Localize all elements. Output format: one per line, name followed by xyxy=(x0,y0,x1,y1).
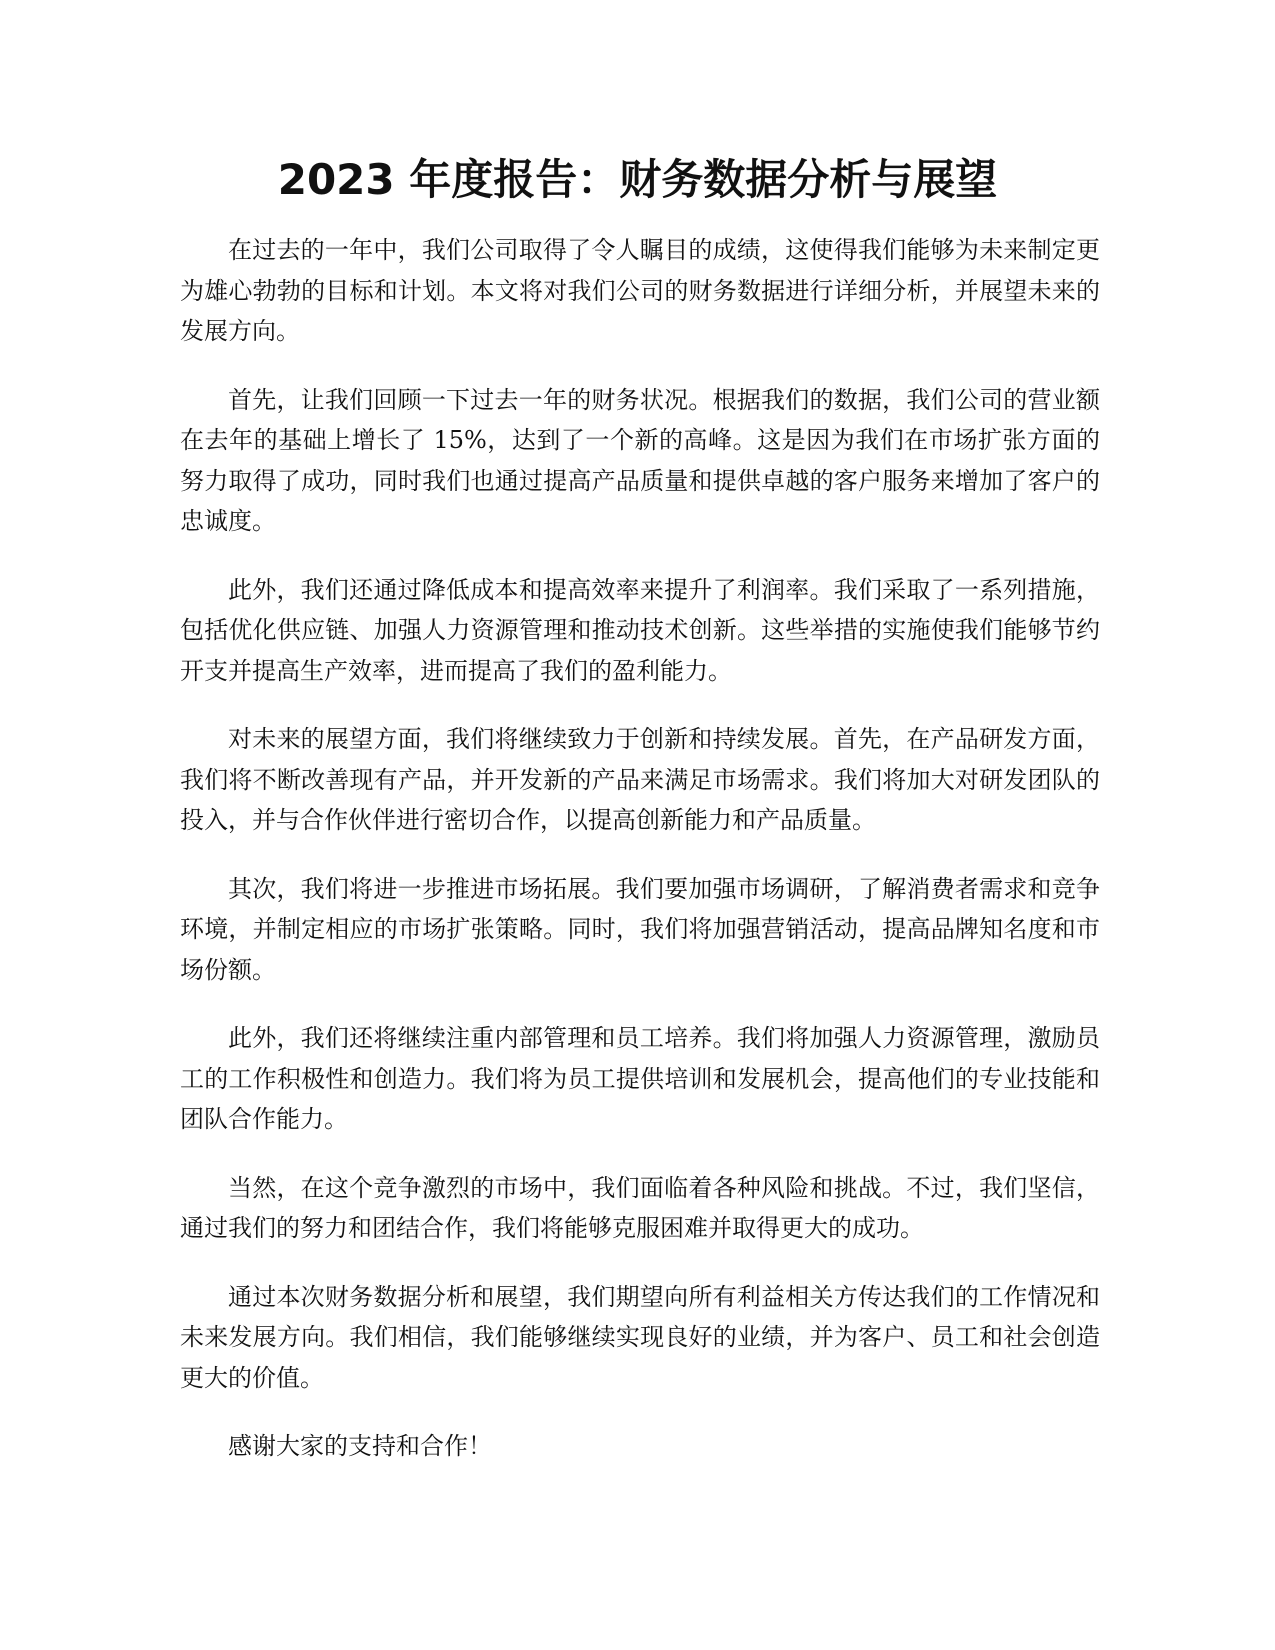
paragraph-profit-margin: 此外，我们还通过降低成本和提高效率来提升了利润率。我们采取了一系列措施，包括优化供应链、加强人力资源管理和推动技术创新。这些举措的实施使我们能够节约开支并提高生产效率，进而提高了我们的盈利能力。 xyxy=(180,575,1100,685)
paragraph-outlook-innovation: 对未来的展望方面，我们将继续致力于创新和持续发展。首先，在产品研发方面，我们将不断改善现有产品，并开发新的产品来满足市场需求。我们将加大对研发团队的投入，并与合作伙伴进行密切合作，以提高创新能力和产品质量。 xyxy=(180,725,1100,834)
paragraph-conclusion: 通过本次财务数据分析和展望，我们期望向所有利益相关方传达我们的工作情况和未来发展方向。我们相信，我们能够继续实现良好的业绩，并为客户、员工和社会创造更大的价值。 xyxy=(180,1282,1100,1392)
paragraph-financial-review: 首先，让我们回顾一下过去一年的财务状况。根据我们的数据，我们公司的营业额在去年的基础上增长了 15%，达到了一个新的高峰。这是因为我们在市场扩张方面的努力取得了成功，同时我们也通过提高产品质量和提供卓越的客户服务来增加了客户的忠诚度。 xyxy=(180,385,1100,535)
paragraph-internal-management: 此外，我们还将继续注重内部管理和员工培养。我们将加强人力资源管理，激励员工的工作积极性和创造力。我们将为员工提供培训和发展机会，提高他们的专业技能和团队合作能力。 xyxy=(180,1024,1100,1133)
paragraph-thanks: 感谢大家的支持和合作！ xyxy=(228,1432,492,1460)
paragraph-market-expansion: 其次，我们将进一步推进市场拓展。我们要加强市场调研，了解消费者需求和竞争环境，并制定相应的市场扩张策略。同时，我们将加强营销活动，提高品牌知名度和市场份额。 xyxy=(180,874,1100,984)
document-title: 2023 年度报告：财务数据分析与展望 xyxy=(277,155,998,204)
paragraph-intro: 在过去的一年中，我们公司取得了令人瞩目的成绩，这使得我们能够为未来制定更为雄心勃勃的目标和计划。本文将对我们公司的财务数据进行详细分析，并展望未来的发展方向。 xyxy=(180,236,1100,345)
document-body xyxy=(180,230,1100,1467)
paragraph-risks-challenges: 当然，在这个竞争激烈的市场中，我们面临着各种风险和挑战。不过，我们坚信，通过我们的努力和团结合作，我们将能够克服困难并取得更大的成功。 xyxy=(180,1173,1100,1242)
